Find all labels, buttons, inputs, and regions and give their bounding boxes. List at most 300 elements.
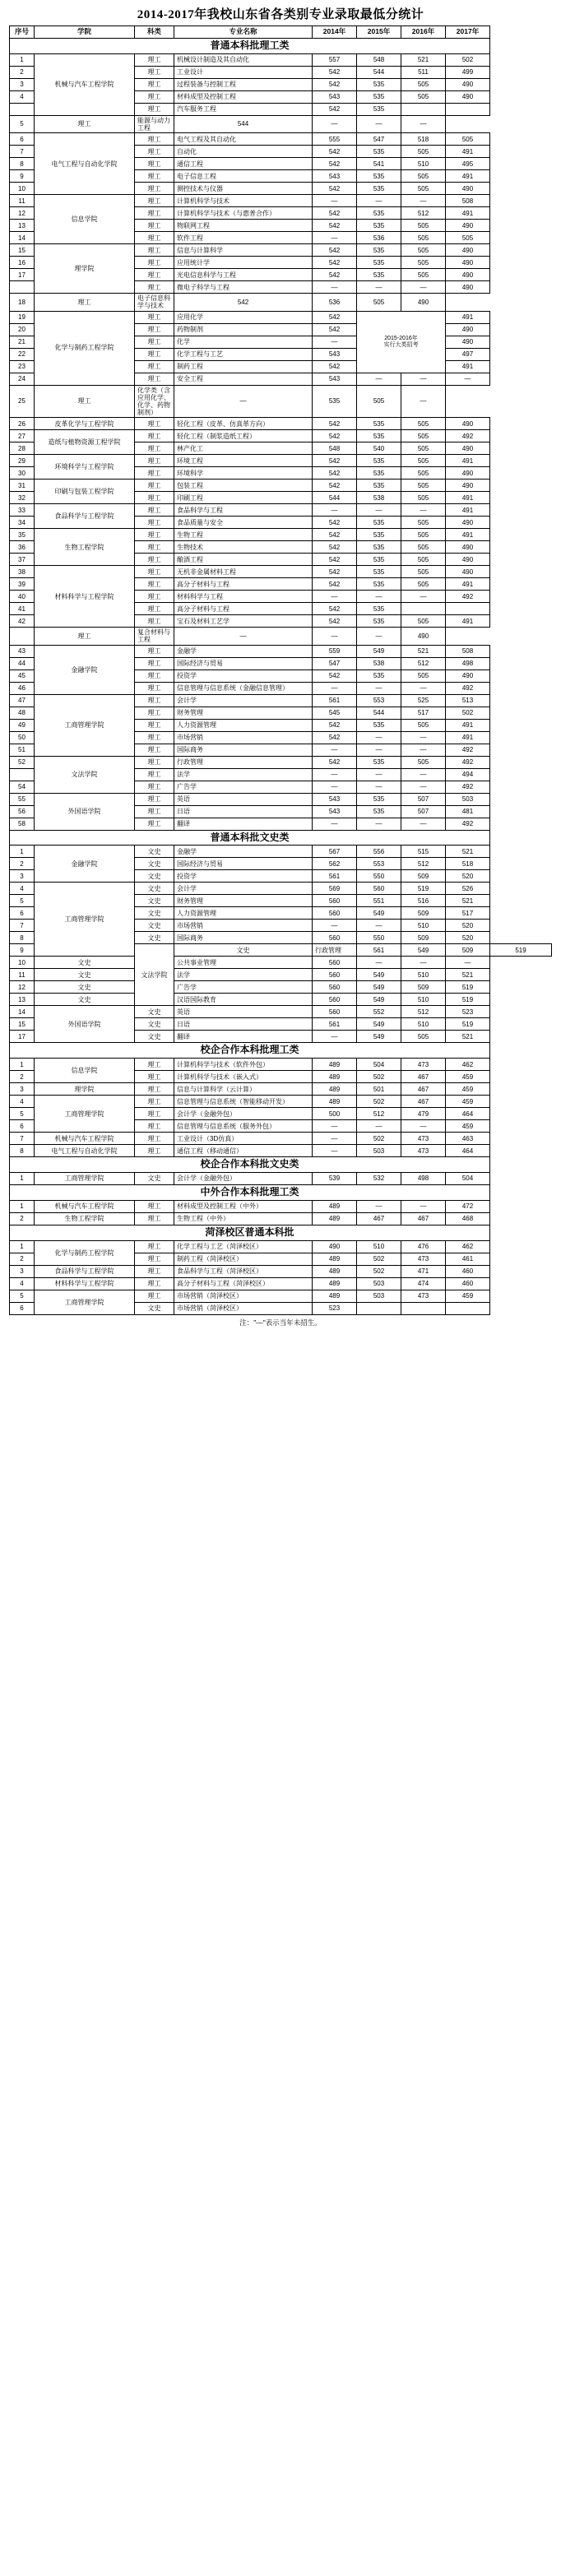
table-row xyxy=(10,115,552,132)
table-row xyxy=(10,1145,552,1157)
cell-y2017: 463 xyxy=(446,1133,490,1145)
cell-y2017: 519 xyxy=(490,944,552,957)
cell-y2017: 460 xyxy=(446,1265,490,1277)
cell-y2016: 505 xyxy=(401,220,446,232)
cell-type: 理工 xyxy=(135,1145,174,1157)
cell-college: 材料科学与工程学院 xyxy=(35,566,135,628)
cell-y2015: 549 xyxy=(357,969,401,981)
section-heading: 普通本科批文史类 xyxy=(10,830,490,846)
cell-major: 翻译 xyxy=(174,818,313,830)
cell-y2014: 542 xyxy=(313,220,357,232)
cell-major: 化学 xyxy=(174,336,313,348)
cell-y2016: 467 xyxy=(401,1212,446,1225)
cell-y2015: 535 xyxy=(357,257,401,269)
cell-no: 14 xyxy=(10,1006,35,1018)
cell-y2014: 542 xyxy=(313,78,357,90)
cell-y2015: — xyxy=(357,682,401,694)
cell-no: 5 xyxy=(10,1108,35,1120)
cell-y2015: 535 xyxy=(357,78,401,90)
cell-no: 50 xyxy=(10,731,35,744)
cell-y2014: 542 xyxy=(313,323,357,336)
cell-y2017: 460 xyxy=(446,1277,490,1290)
cell-type: 文史 xyxy=(35,981,135,994)
cell-college: 环境科学与工程学院 xyxy=(35,455,135,480)
cell-y2017: — xyxy=(401,385,446,418)
cell-major: 工业设计 xyxy=(174,66,313,78)
section-heading-row xyxy=(10,830,552,846)
cell-y2014: 542 xyxy=(313,615,357,628)
cell-y2016: 505 xyxy=(357,294,401,311)
cell-y2015: 536 xyxy=(357,232,401,244)
cell-major: 化学类（含应用化学、化学、药物制剂） xyxy=(135,385,174,418)
cell-college: 机械与汽车工程学院 xyxy=(35,1200,135,1212)
cell-y2014: — xyxy=(313,682,357,694)
cell-y2017: 490 xyxy=(446,418,490,430)
cell-y2016: 505 xyxy=(401,529,446,541)
cell-type: 理工 xyxy=(135,467,174,480)
table-row xyxy=(10,1133,552,1145)
cell-type: 理工 xyxy=(135,682,174,694)
cell-major: 信息管理与信息系统（服务外包） xyxy=(174,1120,313,1133)
cell-no: 7 xyxy=(10,146,35,158)
table-row xyxy=(10,195,552,207)
table-row xyxy=(10,628,552,645)
cell-y2015: 548 xyxy=(357,53,401,66)
cell-y2016: 505 xyxy=(401,244,446,257)
cell-y2016 xyxy=(401,603,446,615)
table-row xyxy=(10,1096,552,1108)
cell-type: 理工 xyxy=(135,756,174,768)
cell-major: 食品科学与工程 xyxy=(174,504,313,517)
cell-no: 32 xyxy=(10,492,35,504)
cell-y2017: 490 xyxy=(446,517,490,529)
cell-y2014: 489 xyxy=(313,1212,357,1225)
cell-major: 高分子材料与工程 xyxy=(174,578,313,591)
table-row xyxy=(10,756,552,768)
cell-type: 理工 xyxy=(135,257,174,269)
cell-y2015: 535 xyxy=(357,90,401,103)
cell-type: 理工 xyxy=(135,1200,174,1212)
cell-y2014: 560 xyxy=(313,895,357,907)
table-row xyxy=(10,455,552,467)
cell-no: 1 xyxy=(10,1200,35,1212)
cell-y2015: 538 xyxy=(357,492,401,504)
cell-no xyxy=(10,768,35,781)
cell-no: 15 xyxy=(10,1018,35,1031)
cell-y2016: 467 xyxy=(401,1083,446,1096)
cell-y2016: 505 xyxy=(401,756,446,768)
cell-y2016: — xyxy=(401,744,446,756)
cell-y2014: 542 xyxy=(313,418,357,430)
cell-y2015: 503 xyxy=(357,1277,401,1290)
cell-y2014: — xyxy=(313,504,357,517)
section-heading: 中外合作本科批理工类 xyxy=(10,1185,490,1201)
cell-no: 35 xyxy=(10,529,35,541)
cell-y2017: 490 xyxy=(446,669,490,682)
table-row xyxy=(10,480,552,492)
cell-y2016: 505 xyxy=(401,269,446,281)
cell-y2015: — xyxy=(357,1200,401,1212)
cell-y2016: 505 xyxy=(401,554,446,566)
cell-y2016: 509 xyxy=(401,932,446,944)
document-page xyxy=(0,5,561,1327)
cell-major: 环境科学 xyxy=(174,467,313,480)
cell-y2014: 561 xyxy=(313,694,357,707)
cell-college: 工商管理学院 xyxy=(35,883,135,957)
cell-type: 理工 xyxy=(135,360,174,373)
cell-college: 生物工程学院 xyxy=(35,529,135,566)
cell-y2014: 548 xyxy=(313,442,357,455)
cell-major: 人力资源管理 xyxy=(174,719,313,731)
cell-y2017: 491 xyxy=(446,455,490,467)
section-heading-row xyxy=(10,1185,552,1201)
cell-y2015: 536 xyxy=(313,294,357,311)
cell-type: 文史 xyxy=(135,1302,174,1314)
cell-no: 22 xyxy=(10,348,35,360)
cell-no: 6 xyxy=(10,133,35,146)
cell-major: 行政管理 xyxy=(174,756,313,768)
cell-y2016: 505 xyxy=(401,615,446,628)
cell-type: 理工 xyxy=(135,731,174,744)
cell-y2014: 543 xyxy=(313,793,357,805)
cell-no: 6 xyxy=(10,907,35,920)
table-row xyxy=(10,645,552,657)
cell-type: 理工 xyxy=(135,1253,174,1265)
cell-y2014: 489 xyxy=(313,1096,357,1108)
cell-no: 2 xyxy=(10,1071,35,1083)
cell-y2015: 535 xyxy=(357,220,401,232)
cell-y2015: 544 xyxy=(357,707,401,719)
cell-no: 38 xyxy=(10,566,35,578)
cell-major: 财务管理 xyxy=(174,895,313,907)
cell-y2017: 491 xyxy=(446,146,490,158)
cell-y2016: — xyxy=(401,682,446,694)
cell-y2015: 535 xyxy=(357,455,401,467)
cell-type: 理工 xyxy=(135,517,174,529)
cell-y2014: 544 xyxy=(174,115,313,132)
cell-no: 31 xyxy=(10,480,35,492)
cell-y2014: 561 xyxy=(357,944,401,957)
cell-y2015: — xyxy=(357,744,401,756)
cell-major: 信息与计算科学（云计算） xyxy=(174,1083,313,1096)
col-no: 序号 xyxy=(10,26,35,39)
cell-y2016: 505 xyxy=(401,183,446,195)
cell-y2017: — xyxy=(446,373,490,385)
cell-y2017: 490 xyxy=(446,554,490,566)
cell-no: 20 xyxy=(10,323,35,336)
cell-y2015: 550 xyxy=(357,932,401,944)
cell-no: 47 xyxy=(10,694,35,707)
cell-y2016: 505 xyxy=(401,418,446,430)
cell-y2014: 542 xyxy=(313,311,357,323)
cell-no: 51 xyxy=(10,744,35,756)
cell-y2014: 557 xyxy=(313,53,357,66)
cell-major: 电子信息工程 xyxy=(174,170,313,183)
cell-major: 印刷工程 xyxy=(174,492,313,504)
cell-major: 国际经济与贸易 xyxy=(174,657,313,669)
cell-y2014: 544 xyxy=(313,492,357,504)
merged-note-line2: 实行大类招考 xyxy=(383,341,419,348)
cell-y2016: 505 xyxy=(401,541,446,554)
cell-y2015: 535 xyxy=(357,418,401,430)
cell-no: 8 xyxy=(10,158,35,170)
cell-y2016: 505 xyxy=(401,578,446,591)
cell-no: 13 xyxy=(10,994,35,1006)
cell-y2016: 473 xyxy=(401,1059,446,1071)
table-body xyxy=(10,39,552,1315)
cell-y2014: 542 xyxy=(313,554,357,566)
cell-y2017: 492 xyxy=(446,591,490,603)
cell-no: 52 xyxy=(10,756,35,768)
cell-no: 1 xyxy=(10,1240,35,1253)
cell-y2017: 526 xyxy=(446,883,490,895)
cell-y2014: — xyxy=(313,1031,357,1043)
cell-y2015: 502 xyxy=(357,1071,401,1083)
cell-y2015: 535 xyxy=(357,529,401,541)
cell-type: 理工 xyxy=(135,336,174,348)
cell-y2016: — xyxy=(401,504,446,517)
cell-type: 文史 xyxy=(135,1031,174,1043)
cell-y2015: 503 xyxy=(357,1145,401,1157)
cell-college: 机械与汽车工程学院 xyxy=(35,53,135,115)
cell-y2016: 505 xyxy=(401,90,446,103)
cell-type: 文史 xyxy=(35,994,135,1006)
cell-y2015: — xyxy=(357,768,401,781)
cell-y2015: 532 xyxy=(357,1173,401,1185)
cell-y2014: 542 xyxy=(313,146,357,158)
cell-y2016: 505 xyxy=(401,480,446,492)
cell-major: 国际经济与贸易 xyxy=(174,858,313,870)
cell-y2017: 520 xyxy=(446,870,490,883)
cell-y2014: 543 xyxy=(313,348,357,360)
cell-type: 理工 xyxy=(35,294,135,311)
cell-college: 化学与制药工程学院 xyxy=(35,311,135,385)
section-heading: 校企合作本科批理工类 xyxy=(10,1043,490,1059)
cell-y2017: 492 xyxy=(446,818,490,830)
cell-no: 49 xyxy=(10,719,35,731)
cell-y2016: 512 xyxy=(401,207,446,220)
cell-y2014: 542 xyxy=(313,603,357,615)
cell-y2014: 542 xyxy=(313,467,357,480)
cell-y2015: 510 xyxy=(357,1240,401,1253)
cell-y2014: 542 xyxy=(313,103,357,115)
cell-y2014: 567 xyxy=(313,846,357,858)
cell-y2017: 490 xyxy=(446,442,490,455)
table-row xyxy=(10,1212,552,1225)
cell-y2017: 472 xyxy=(446,1200,490,1212)
cell-y2016: 479 xyxy=(401,1108,446,1120)
cell-y2017: 521 xyxy=(446,895,490,907)
cell-type: 理工 xyxy=(135,744,174,756)
cell-y2016: 505 xyxy=(401,146,446,158)
cell-y2015: 535 xyxy=(357,430,401,442)
cell-y2016: 521 xyxy=(401,53,446,66)
cell-no: 46 xyxy=(10,682,35,694)
cell-major: 化学工程与工艺（菏泽校区） xyxy=(174,1240,313,1253)
cell-y2014: — xyxy=(313,591,357,603)
section-heading-row xyxy=(10,1225,552,1240)
section-heading-row xyxy=(10,1043,552,1059)
cell-y2014: 523 xyxy=(313,1302,357,1314)
header-row xyxy=(10,26,552,39)
cell-major: 日语 xyxy=(174,1018,313,1031)
cell-y2014: 542 xyxy=(313,566,357,578)
cell-y2015: 560 xyxy=(357,883,401,895)
cell-y2014: 561 xyxy=(313,870,357,883)
cell-type: 理工 xyxy=(135,694,174,707)
cell-major: 自动化 xyxy=(174,146,313,158)
cell-major: 法学 xyxy=(174,768,313,781)
cell-y2017: 495 xyxy=(446,158,490,170)
cell-y2015: 535 xyxy=(357,480,401,492)
cell-type: 理工 xyxy=(135,591,174,603)
cell-y2015: — xyxy=(357,1120,401,1133)
cell-no: 30 xyxy=(10,467,35,480)
cell-no: 33 xyxy=(10,504,35,517)
cell-no: 41 xyxy=(10,603,35,615)
cell-type: 理工 xyxy=(135,418,174,430)
cell-y2015: — xyxy=(357,731,401,744)
cell-major: 工业设计（3D仿真） xyxy=(174,1133,313,1145)
cell-y2017: 490 xyxy=(446,257,490,269)
cell-type: 理工 xyxy=(135,1120,174,1133)
section-heading-row xyxy=(10,1157,552,1173)
col-2015: 2015年 xyxy=(357,26,401,39)
cell-major: 生物技术 xyxy=(174,541,313,554)
cell-major: 计算机科学与技术（软件外包） xyxy=(174,1059,313,1071)
cell-no: 24 xyxy=(10,373,35,385)
cell-no: 16 xyxy=(10,257,35,269)
cell-y2015: — xyxy=(357,504,401,517)
cell-major: 微电子科学与工程 xyxy=(174,281,313,294)
cell-y2017: 490 xyxy=(446,281,490,294)
cell-major: 制药工程（菏泽校区） xyxy=(174,1253,313,1265)
cell-y2017: 505 xyxy=(446,133,490,146)
cell-y2016: — xyxy=(357,115,401,132)
cell-y2014: 489 xyxy=(313,1200,357,1212)
cell-y2015: 503 xyxy=(357,1290,401,1302)
cell-type: 理工 xyxy=(135,281,174,294)
cell-no: 11 xyxy=(10,969,35,981)
cell-y2015: 556 xyxy=(357,846,401,858)
table-row xyxy=(10,1173,552,1185)
table-row xyxy=(10,1290,552,1302)
cell-major: 酿酒工程 xyxy=(174,554,313,566)
cell-y2017: 520 xyxy=(446,932,490,944)
table-row xyxy=(10,385,552,418)
cell-y2016: 505 xyxy=(401,442,446,455)
cell-type: 理工 xyxy=(135,1277,174,1290)
cell-major: 材料科学与工程 xyxy=(174,591,313,603)
cell-y2015: 535 xyxy=(357,805,401,818)
cell-y2016: — xyxy=(401,818,446,830)
cell-y2015: 535 xyxy=(357,541,401,554)
cell-y2015: 551 xyxy=(357,895,401,907)
cell-major: 投资学 xyxy=(174,870,313,883)
cell-major: 材料成型及控制工程（中外） xyxy=(174,1200,313,1212)
cell-y2015: 538 xyxy=(357,657,401,669)
cell-y2016: — xyxy=(401,373,446,385)
cell-y2017: 492 xyxy=(446,682,490,694)
cell-major: 计算机科学与技术（嵌入式） xyxy=(174,1071,313,1083)
cell-type: 文史 xyxy=(35,957,135,969)
cell-no: 17 xyxy=(10,269,35,281)
cell-y2017: 490 xyxy=(401,628,446,645)
cell-y2017: 494 xyxy=(446,768,490,781)
cell-y2016: — xyxy=(401,591,446,603)
table-row xyxy=(10,1265,552,1277)
cell-no: 39 xyxy=(10,578,35,591)
cell-y2014: 542 xyxy=(313,731,357,744)
cell-y2017: 517 xyxy=(446,907,490,920)
cell-y2015: 547 xyxy=(357,133,401,146)
cell-y2014: 542 xyxy=(313,183,357,195)
cell-type: 理工 xyxy=(135,768,174,781)
cell-y2014: 542 xyxy=(313,480,357,492)
cell-y2015: 549 xyxy=(401,944,446,957)
cell-major: 软件工程 xyxy=(174,232,313,244)
col-major: 专业名称 xyxy=(174,26,313,39)
cell-college: 化学与制药工程学院 xyxy=(35,1240,135,1265)
cell-y2016: 505 xyxy=(401,517,446,529)
section-heading: 菏泽校区普通本科批 xyxy=(10,1225,490,1240)
cell-y2014: — xyxy=(313,768,357,781)
cell-y2014: 490 xyxy=(313,1240,357,1253)
cell-no: 23 xyxy=(10,360,35,373)
cell-y2016: 505 xyxy=(401,430,446,442)
cell-major: 会计学 xyxy=(174,883,313,895)
cell-y2014: 489 xyxy=(313,1071,357,1083)
cell-y2015 xyxy=(357,1302,401,1314)
cell-major: 计算机科学与技术（与惠普合作） xyxy=(174,207,313,220)
cell-major: 国际商务 xyxy=(174,932,313,944)
cell-y2017: 491 xyxy=(446,529,490,541)
cell-y2017: 459 xyxy=(446,1120,490,1133)
cell-type: 理工 xyxy=(135,373,174,385)
cell-y2014: 559 xyxy=(313,645,357,657)
cell-y2015: — xyxy=(357,591,401,603)
cell-y2016: 509 xyxy=(401,981,446,994)
cell-y2015: 550 xyxy=(357,870,401,883)
cell-major: 生物工程 xyxy=(174,529,313,541)
cell-y2014: 500 xyxy=(313,1108,357,1120)
cell-major: 英语 xyxy=(174,1006,313,1018)
cell-college: 金融学院 xyxy=(35,846,135,883)
table-row xyxy=(10,244,552,257)
cell-y2016: 521 xyxy=(401,645,446,657)
cell-y2014: 555 xyxy=(313,133,357,146)
cell-y2016: 510 xyxy=(401,920,446,932)
cell-college: 皮革化学与工程学院 xyxy=(35,418,135,430)
cell-y2014: 542 xyxy=(313,578,357,591)
cell-major: 金融学 xyxy=(174,846,313,858)
cell-y2015: 549 xyxy=(357,981,401,994)
cell-college: 外国语学院 xyxy=(35,1006,135,1043)
cell-major: 市场营销（菏泽校区） xyxy=(174,1290,313,1302)
cell-type: 理工 xyxy=(135,529,174,541)
cell-y2017: 491 xyxy=(446,170,490,183)
cell-college: 造纸与植物资源工程学院 xyxy=(35,430,135,455)
cell-y2014: 489 xyxy=(313,1253,357,1265)
cell-y2016: 467 xyxy=(401,1096,446,1108)
cell-y2015: 535 xyxy=(357,146,401,158)
cell-y2014: — xyxy=(313,818,357,830)
cell-no: 29 xyxy=(10,455,35,467)
cell-y2016: 510 xyxy=(401,994,446,1006)
cell-type: 理工 xyxy=(135,1083,174,1096)
col-type: 科类 xyxy=(135,26,174,39)
cell-major: 会计学（金融外包） xyxy=(174,1108,313,1120)
